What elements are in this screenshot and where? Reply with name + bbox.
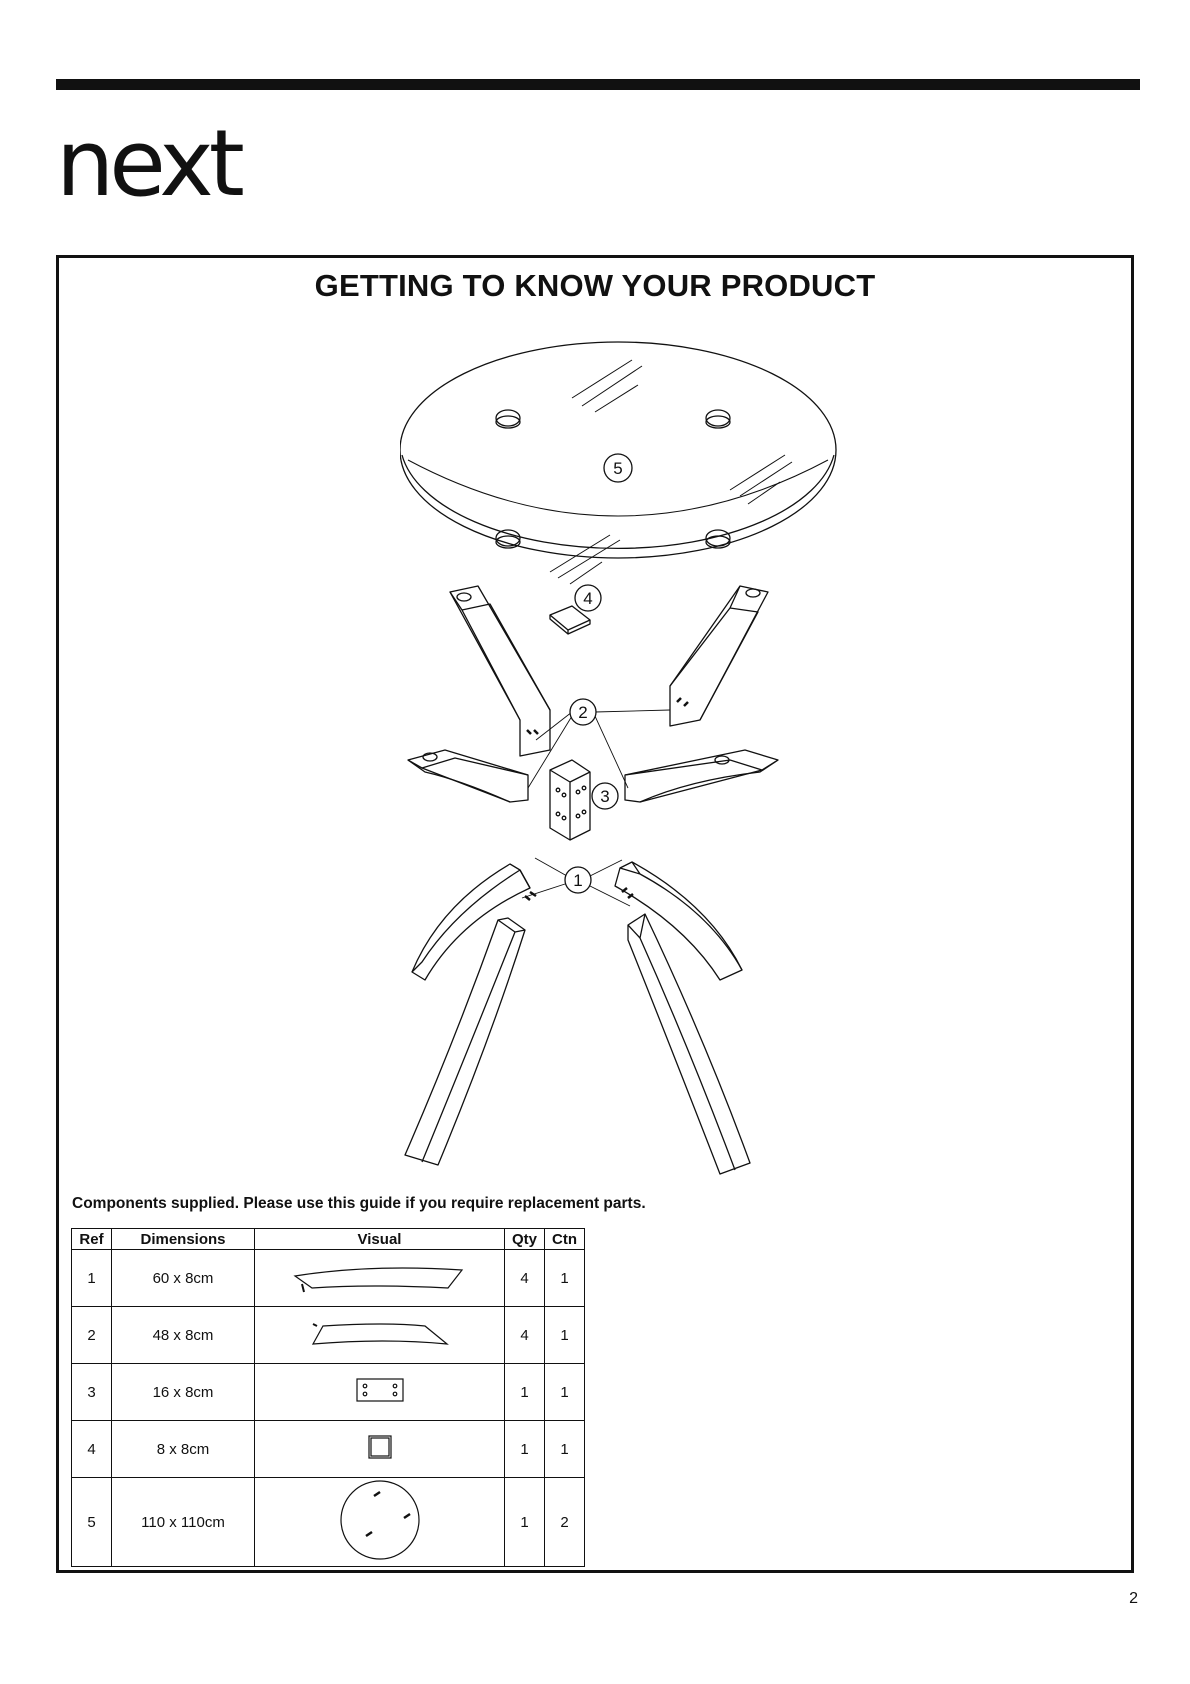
cell-visual xyxy=(255,1478,505,1567)
svg-text:5: 5 xyxy=(613,459,623,478)
exploded-assembly-diagram xyxy=(400,340,850,1180)
cell-ref: 1 xyxy=(72,1250,112,1307)
connector-block-icon xyxy=(355,1377,405,1403)
cell-visual xyxy=(255,1421,505,1478)
cell-qty: 4 xyxy=(505,1250,545,1307)
lower-leg-curved-left xyxy=(412,864,536,980)
glass-top-icon xyxy=(338,1478,422,1562)
cell-qty: 1 xyxy=(505,1364,545,1421)
brand-logo: next xyxy=(56,110,240,217)
cell-ctn: 1 xyxy=(545,1364,585,1421)
cell-dimensions: 8 x 8cm xyxy=(112,1421,255,1478)
col-header-visual: Visual xyxy=(255,1229,505,1250)
cell-ctn: 1 xyxy=(545,1421,585,1478)
cell-dimensions: 48 x 8cm xyxy=(112,1307,255,1364)
square-pad-icon xyxy=(366,1433,394,1461)
table-header-row xyxy=(72,1229,585,1250)
table-row xyxy=(72,1307,585,1364)
cell-ctn: 1 xyxy=(545,1307,585,1364)
cell-ref: 4 xyxy=(72,1421,112,1478)
col-header-dimensions: Dimensions xyxy=(112,1229,255,1250)
callout-1 xyxy=(565,867,591,893)
table-row xyxy=(72,1364,585,1421)
cell-qty: 4 xyxy=(505,1307,545,1364)
cell-ref: 5 xyxy=(72,1478,112,1567)
svg-text:1: 1 xyxy=(573,871,583,890)
page-number: 2 xyxy=(1129,1590,1138,1607)
col-header-ref: Ref xyxy=(72,1229,112,1250)
cell-dimensions: 110 x 110cm xyxy=(112,1478,255,1567)
callout-3 xyxy=(592,783,618,809)
upper-leg-right xyxy=(670,586,768,726)
svg-text:4: 4 xyxy=(583,589,593,608)
cell-dimensions: 16 x 8cm xyxy=(112,1364,255,1421)
cell-qty: 1 xyxy=(505,1478,545,1567)
cell-qty: 1 xyxy=(505,1421,545,1478)
cell-dimensions: 60 x 8cm xyxy=(112,1250,255,1307)
top-rule xyxy=(56,79,1140,90)
cell-visual xyxy=(255,1307,505,1364)
table-row xyxy=(72,1250,585,1307)
col-header-qty: Qty xyxy=(505,1229,545,1250)
upper-foot-right xyxy=(625,750,778,802)
callout-4 xyxy=(575,585,601,611)
table-row xyxy=(72,1478,585,1567)
connector-block-drawing xyxy=(550,760,590,840)
cell-ref: 3 xyxy=(72,1364,112,1421)
upper-foot-left xyxy=(408,750,528,802)
components-heading: Components supplied. Please use this guide if you require replacement parts. xyxy=(72,1195,646,1212)
table-row xyxy=(72,1421,585,1478)
page-title: GETTING TO KNOW YOUR PRODUCT xyxy=(314,268,876,303)
col-header-ctn: Ctn xyxy=(545,1229,585,1250)
upper-leg-left xyxy=(450,586,550,756)
cell-visual xyxy=(255,1364,505,1421)
callout-5 xyxy=(604,454,632,482)
cell-ctn: 1 xyxy=(545,1250,585,1307)
long-leg-icon xyxy=(290,1258,470,1294)
svg-text:2: 2 xyxy=(578,703,588,722)
short-leg-icon xyxy=(305,1316,455,1350)
cell-visual xyxy=(255,1250,505,1307)
cell-ctn: 2 xyxy=(545,1478,585,1567)
cell-ref: 2 xyxy=(72,1307,112,1364)
callout-2 xyxy=(570,699,596,725)
svg-text:3: 3 xyxy=(600,787,610,806)
components-table xyxy=(71,1228,585,1567)
